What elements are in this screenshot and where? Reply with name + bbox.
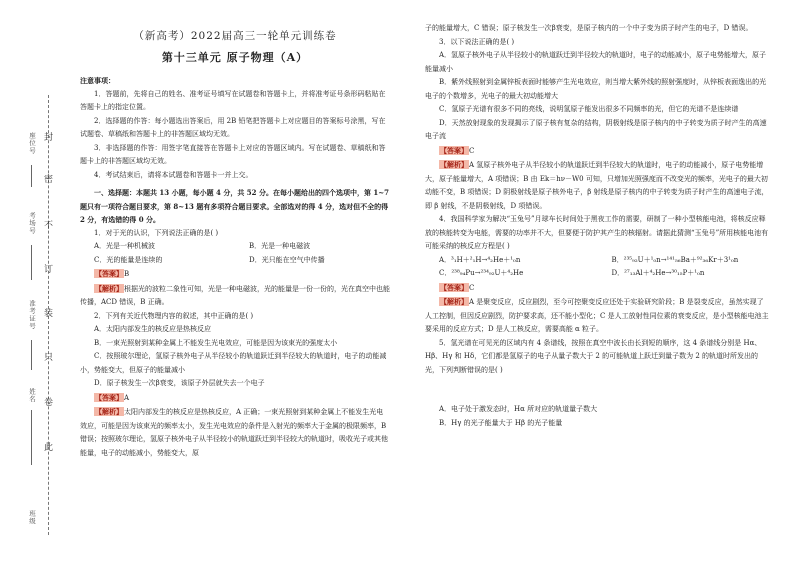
binding-margin	[0, 0, 60, 562]
option: D．²⁷₁₃Al＋⁴₂He→³⁰₁₅P＋¹₀n	[611, 269, 705, 277]
option-row	[80, 254, 390, 268]
answer-tag: 【答案】	[95, 269, 123, 278]
option: B．光是一种电磁波	[249, 242, 311, 250]
option: C．氢原子光谱有很多不同的亮线，说明氢原子能发出很多不同频率的光，但它的光谱不是连续谱	[439, 105, 739, 113]
answer-line	[425, 281, 770, 296]
label-name: 姓名	[28, 388, 36, 403]
analysis-tag: 【解析】	[95, 283, 123, 293]
question-stem: 2．下列有关近代物理内容的叙述，其中正确的是( )	[94, 311, 254, 320]
analysis-text: A 是聚变反应，反应剧烈，至今可控聚变反应还处于实验研究阶段；B 是裂变反应，虽然实现了人工控制，但因反应剧烈，防护要求高，还不能小型化；C 是人工放射性同位素的衰变反应，是小型核能电池主要采用的反应方式；D 是人工核反应，需要高能 α 粒子。	[425, 298, 769, 333]
answer-line	[80, 267, 390, 282]
option: D．原子核发生一次β衰变，该原子外层就失去一个电子	[94, 379, 265, 387]
option: D．天然放射现象的发现揭示了原子核有复杂的结构，阴极射线是原子核内的中子转变为质子时产生的高速电子流	[425, 118, 767, 140]
left-column	[80, 0, 390, 460]
section-intro: 一、选择题：本题共 13 小题，每小题 4 分，共 52 分。在每小题给出的四个选项中，第 1~7 题只有一项符合题目要求，第 8~13 题有多项符合题目要求。全部选对的得 4 分，选对但不全的得 2 分，有选错的得 0 分。	[80, 188, 390, 224]
option: A．氢原子核外电子从半径较小的轨道跃迁到半径较大的轨道时，电子的动能减小，原子电势能增大，原子能量减小	[425, 51, 767, 73]
label-class: 班级	[28, 510, 36, 525]
binding-char: 不	[44, 221, 54, 231]
exam-title: （新高考）2022届高三一轮单元训练卷	[133, 30, 337, 42]
analysis-tag: 【解析】	[440, 297, 468, 306]
answer-value: C	[469, 146, 475, 155]
blank-line	[31, 165, 32, 187]
binding-char: 卷	[44, 398, 54, 408]
question-stem: 4．我国科学家为解决“玉兔号”月球车长时间处于黑夜工作的需要，研制了一种小型核能电池，将核反应释放的核能转变为电能，需要的功率并不大，但要便于防护其产生的核辐射。请据此猜测“玉兔号”所用核能电池有可能采纳的核反应方程是( )	[425, 215, 769, 250]
notice-heading: 注意事项：	[80, 76, 115, 85]
answer-value: B	[124, 270, 130, 278]
binding-char: 此	[44, 443, 54, 453]
option: B．²³⁵₉₂U＋¹₀n→¹⁴¹₅₆Ba＋⁹²₃₆Kr＋3¹₀n	[611, 255, 739, 264]
notice-item: 3．非选择题的作答：用签字笔直接答在答题卡上对应的答题区域内。写在试题卷、草稿纸和答题卡上的非答题区域均无效。	[80, 143, 386, 165]
option-row	[425, 254, 770, 268]
option: B．Hγ 的光子能量大于 Hβ 的光子能量	[439, 418, 563, 427]
option-row	[80, 240, 390, 254]
option: C．按照玻尔理论，氢原子核外电子从半径较小的轨道跃迁到半径较大的轨道时，电子的动能减小，势能变大，但原子的能量减小	[80, 352, 387, 374]
binding-char: 封	[44, 133, 54, 143]
notice-item: 2．选择题的作答：每小题选出答案后，用 2B 铅笔把答题卡上对应题目的答案标号涂黑，写在试题卷、草稿纸和答题卡上的非答题区域均无效。	[80, 116, 386, 138]
analysis-line	[425, 295, 770, 337]
right-column	[425, 22, 770, 430]
analysis-text: A 氢原子核外电子从半径较小的轨道跃迁到半径较大的轨道时，电子的动能减小，原子电势能增大，原子能量增大，A 项错误；B 由 Ek＝hν－W0 可知，只增加光照强度而不改变光的频率，光电子的最大初动能不变，B 项错误；D 阴极射线是原子核外电子，β 射线是原子核内的中子转变为质子时产生的高速电子流，即 β 射线，不是阴极射线，D 项错误。	[425, 161, 769, 210]
binding-char: 订	[44, 265, 54, 275]
option: B．紫外线照射到金属锌板表面时能够产生光电效应，则当增大紫外线的照射强度时，从锌板表面逸出的光电子的个数增多，光电子的最大初动能增大	[425, 78, 767, 100]
blank-line	[31, 410, 32, 465]
option-row	[425, 267, 770, 281]
analysis-line	[80, 405, 390, 460]
answer-line	[80, 391, 390, 406]
blank-line	[31, 340, 32, 370]
binding-char: 装	[44, 309, 54, 319]
notice-item: 4．考试结束后，请将本试题卷和答题卡一并上交。	[94, 170, 253, 179]
answer-value: A	[124, 393, 130, 402]
question-stem: 3．以下说法正确的是( )	[439, 37, 515, 46]
analysis-text: 根据光的波粒二象性可知，光是一种电磁波，光的能量是一份一份的，光在真空中也能传播，ACD 错误，B 正确。	[80, 284, 390, 306]
answer-line	[425, 144, 770, 159]
label-exam-room: 考场号	[28, 212, 36, 235]
notice-item: 1．答题前，先将自己的姓名、准考证号填写在试题卷和答题卡上，并将准考证号条形码粘贴在答题卡上的指定位置。	[80, 89, 386, 111]
answer-tag: 【答案】	[440, 282, 468, 292]
binding-char: 密	[44, 175, 54, 185]
label-ticket-number: 准考证号	[28, 300, 36, 330]
analysis-line	[425, 158, 770, 213]
analysis-tag: 【解析】	[440, 160, 468, 169]
question-stem: 1．对于光的认识，下列说法正确的是( )	[94, 228, 219, 237]
answer-tag: 【答案】	[95, 392, 123, 402]
answer-tag: 【答案】	[440, 145, 468, 155]
analysis-line	[80, 282, 390, 310]
option: A．太阳内部发生的核反应是热核反应	[94, 325, 212, 333]
continued-text: 子的能量增大，C 错误；原子核发生一次β衰变，是原子核内的一个中子变为质子时产生的电子，D 错误。	[425, 24, 753, 32]
option: B．一束光照射到某种金属上不能发生光电效应，可能是因为该束光的强度太小	[94, 338, 338, 347]
option: A．³₁H＋²₁H→⁴₂He＋¹₀n	[439, 255, 521, 264]
option: D．光只能在空气中传播	[249, 255, 325, 264]
analysis-tag: 【解析】	[95, 407, 123, 416]
blank-line	[31, 245, 32, 280]
option: A．光是一种机械波	[94, 242, 156, 250]
analysis-text: 太阳内部发生的核反应是热核反应，A 正确；一束光照射到某种金属上不能发生光电效应，可能是因为该束光的频率太小，发生光电效应的条件是入射光的频率大于金属的极限频率，B 错误；按照玻尔理论，氢原子核外电子从半径较小的轨道跃迁到半径较大的轨道时，吸收光子或其他能量，电子的动能减小，势能变大，原	[80, 408, 388, 457]
unit-title: 第十三单元 原子物理（A）	[161, 50, 309, 64]
answer-value: C	[469, 283, 475, 292]
option: C．光的能量是连续的	[94, 255, 163, 264]
option: C．²³⁸₉₄Pu→²³⁴₉₂U＋⁴₂He	[439, 269, 524, 277]
label-seat-number: 座位号	[28, 132, 36, 155]
question-stem: 5．氢光谱在可见光的区域内有 4 条谱线，按照在真空中波长由长到短的顺序，这 4 条谱线分别是 Hα、Hβ、Hγ 和 Hδ，它们都是氢原子的电子从量子数大于 2 的可能轨道上跃迁到量子数为 2 的轨道时所发出的光，下列判断错误的是( )	[425, 338, 762, 374]
binding-char: 只	[44, 353, 54, 363]
option: A．电子处于激发态时，Hα 所对应的轨道量子数大	[439, 405, 598, 413]
